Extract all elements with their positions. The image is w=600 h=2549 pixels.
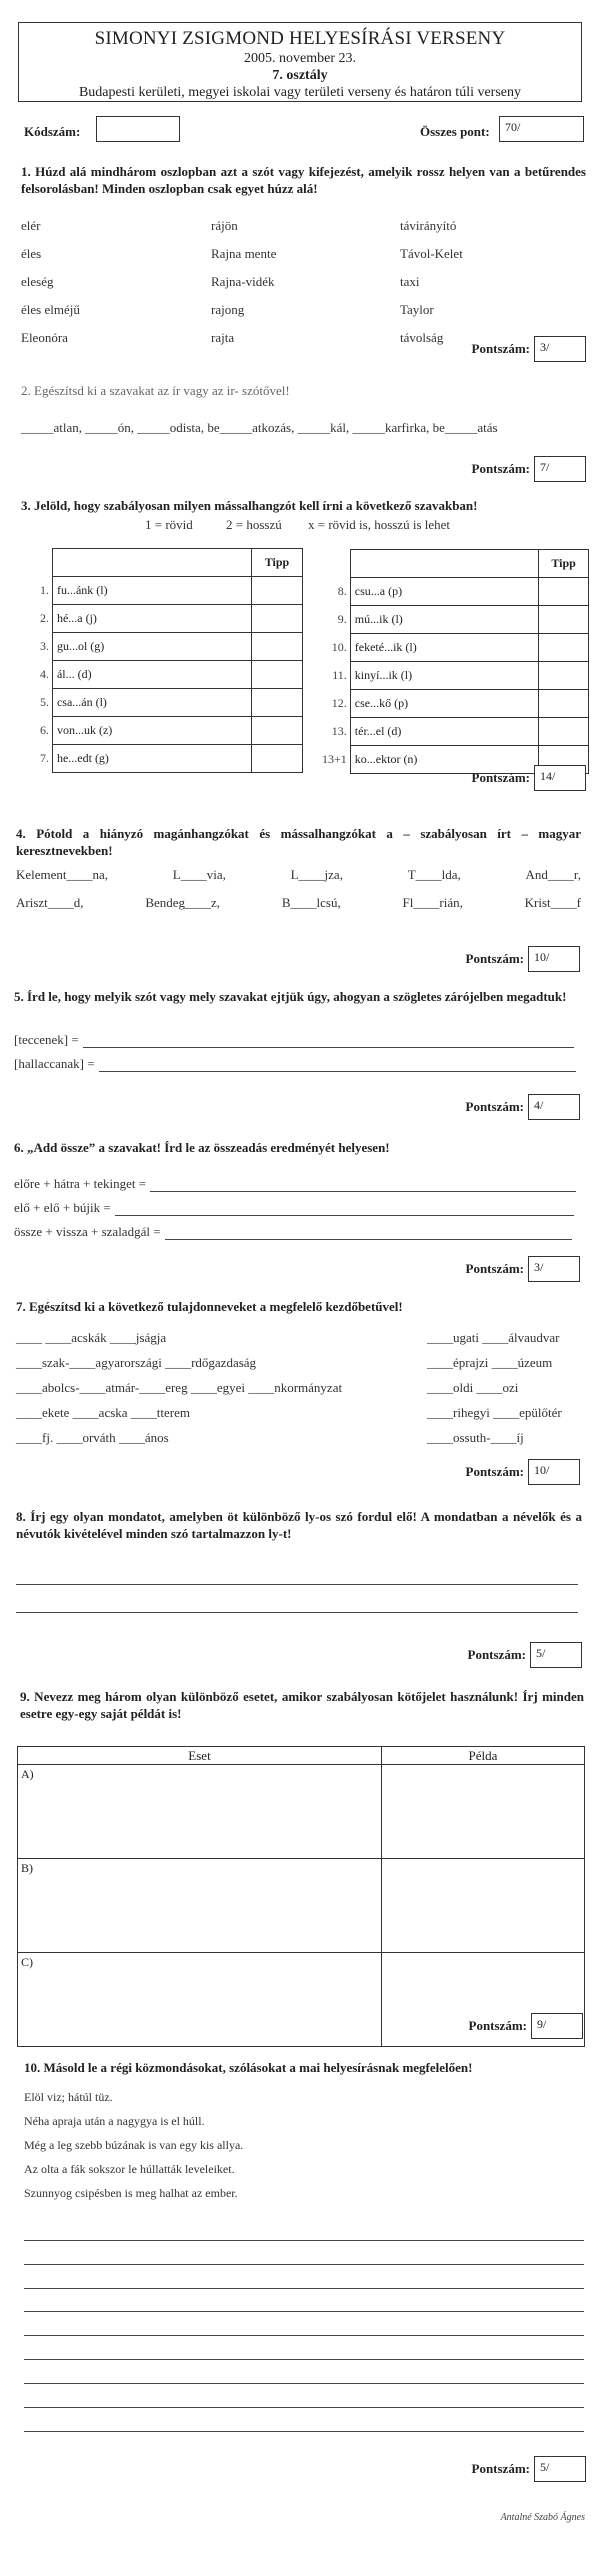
q6-prompt: össze + vissza + szaladgál = — [14, 1224, 161, 1239]
q3-word: fu...ánk (l) — [52, 577, 251, 605]
q5-row-1 — [14, 1032, 574, 1048]
q7-item[interactable]: ____ekete ____acska ____tterem — [16, 1405, 190, 1420]
tipp-cell[interactable] — [539, 578, 589, 606]
q6-score-field[interactable]: 3/ — [528, 1256, 580, 1282]
q6-prompt: elő + elő + bújik = — [14, 1200, 111, 1215]
q1-score — [472, 336, 587, 362]
q1-word[interactable]: Rajna mente — [211, 246, 277, 261]
q3-word: csu...a (p) — [350, 578, 538, 606]
row-number: 6. — [39, 723, 49, 737]
exam-subtitle: Budapesti kerületi, megyei iskolai vagy területi verseny és határon túli verseny — [78, 85, 522, 100]
q3-word: csa...án (l) — [52, 689, 251, 717]
q7-item[interactable]: ____rihegyi ____epülőtér — [427, 1405, 562, 1420]
q5-prompt: [teccenek] = — [14, 1032, 79, 1047]
q3-legend-2: 2 = hosszú — [226, 517, 282, 532]
q7-item[interactable]: ____éprajzi ____úzeum — [427, 1355, 553, 1370]
tipp-cell[interactable] — [251, 605, 302, 633]
score-label: Pontszám: — [468, 2018, 527, 2033]
q1-column-2 — [211, 218, 276, 358]
q7-left-column — [16, 1330, 342, 1455]
q6-answer-line[interactable] — [150, 1178, 576, 1192]
q2-fill-items[interactable]: _____atlan, _____ón, _____odista, be_____atkozás, _____kál, _____karfirka, be_____atás — [21, 420, 498, 435]
q5-answer-line[interactable] — [83, 1034, 574, 1048]
total-row — [420, 124, 490, 140]
q2-score — [472, 456, 587, 482]
q7-right-column — [427, 1330, 562, 1455]
q1-column-1 — [21, 218, 80, 358]
q3-word: ál... (d) — [52, 661, 251, 689]
score-label: Pontszám: — [465, 951, 524, 966]
header-box — [18, 22, 582, 102]
q7-title: 7. Egészítsd ki a következő tulajdonneveket a megfelelő kezdőbetűvel! — [16, 1299, 403, 1314]
q3-table-right — [318, 549, 589, 774]
code-field[interactable] — [96, 116, 180, 142]
q4-name[interactable]: Krist____f — [524, 895, 581, 910]
q7-item[interactable]: ____ugati ____álvaudvar — [427, 1330, 560, 1345]
tipp-cell[interactable] — [251, 689, 302, 717]
q3-word: kinyí...ik (l) — [350, 662, 538, 690]
q9-table — [17, 1746, 585, 2047]
q7-item[interactable]: ____ ____acskák ____jságja — [16, 1330, 167, 1345]
q1-word[interactable]: rajong — [211, 302, 245, 317]
q5-score — [466, 1094, 581, 1120]
q3-score — [472, 765, 587, 791]
page-title: SIMONYI ZSIGMOND HELYESÍRÁSI VERSENY — [94, 28, 506, 49]
q6-row-1 — [14, 1176, 576, 1192]
q6-score — [466, 1256, 581, 1282]
q10-answer-line[interactable] — [24, 2383, 584, 2384]
q3-legend-3: x = rövid is, hosszú is lehet — [308, 517, 451, 532]
q3-legend-1: 1 = rövid — [145, 517, 193, 532]
tipp-cell[interactable] — [539, 690, 589, 718]
q8-score-field[interactable]: 5/ — [530, 1642, 582, 1668]
q9-eset-cell[interactable]: B) — [18, 1859, 382, 1953]
tipp-cell[interactable] — [539, 606, 589, 634]
row-number: 9. — [337, 612, 347, 626]
row-number: 1. — [39, 583, 49, 597]
q4-name[interactable]: Fl____rián, — [402, 895, 463, 910]
q7-item[interactable]: ____ossuth-____íj — [427, 1430, 524, 1445]
q10-score-field[interactable]: 5/ — [534, 2456, 586, 2482]
q1-word[interactable]: rajta — [211, 330, 235, 345]
q9-score — [469, 2013, 584, 2039]
q1-word[interactable]: taxi — [400, 274, 420, 289]
q1-score-field[interactable]: 3/ — [534, 336, 586, 362]
q4-name[interactable]: Ariszt____d, — [16, 895, 84, 910]
grade-label: 7. osztály — [272, 68, 328, 83]
row-number: 13. — [331, 724, 347, 738]
q4-name[interactable]: B____lcsú, — [281, 895, 341, 910]
q4-score-field[interactable]: 10/ — [528, 946, 580, 972]
score-label: Pontszám: — [471, 341, 530, 356]
q1-word[interactable]: Távol-Kelet — [400, 246, 463, 261]
q9-header-pelda: Példa — [382, 1747, 585, 1765]
q3-word: von...uk (z) — [52, 717, 251, 745]
score-label: Pontszám: — [471, 461, 530, 476]
q7-item[interactable]: ____oldi ____ozi — [427, 1380, 519, 1395]
q10-answer-line[interactable] — [24, 2311, 584, 2312]
q7-item[interactable]: ____szak-____agyarországi ____rdőgazdaság — [16, 1355, 257, 1370]
q4-name[interactable]: Kelement____na, — [16, 867, 109, 882]
score-label: Pontszám: — [465, 1261, 524, 1276]
proverb: Elöl viz; hátúl tüz. — [24, 2090, 113, 2104]
row-number: 11. — [332, 668, 347, 682]
q6-title: 6. „Add össze” a szavakat! Írd le az összeadás eredményét helyesen! — [14, 1140, 390, 1155]
q1-word[interactable]: Taylor — [400, 302, 434, 317]
q4-title: 4. Pótold a hiányzó magánhangzókat és mássalhangzókat a – szabályosan írt – magyar keresztnevekben! — [16, 826, 581, 858]
q6-answer-line[interactable] — [165, 1226, 572, 1240]
row-number: 3. — [39, 639, 49, 653]
tipp-cell[interactable] — [251, 745, 302, 773]
q1-word[interactable]: éles — [21, 246, 42, 261]
q3-word: tér...el (d) — [350, 718, 538, 746]
q1-word[interactable]: eleség — [21, 274, 54, 289]
q3-score-field[interactable]: 14/ — [534, 765, 586, 791]
q2-score-field[interactable]: 7/ — [534, 456, 586, 482]
q3-word: feketé...ik (l) — [350, 634, 538, 662]
q1-word[interactable]: távolság — [400, 330, 444, 345]
row-number: 5. — [39, 695, 49, 709]
q10-answer-line[interactable] — [24, 2288, 584, 2289]
row-number: 2. — [39, 611, 49, 625]
row-number: 10. — [331, 640, 347, 654]
tipp-cell[interactable] — [539, 718, 589, 746]
q3-table-left — [30, 548, 303, 773]
q1-title: 1. Húzd alá mindhárom oszlopban azt a szót vagy kifejezést, amelyik rossz helyen van a betűrendes felsorolásban! Minden oszlopban csak egyet húzz alá! — [21, 164, 586, 196]
q9-pelda-cell[interactable] — [382, 1859, 585, 1953]
score-label: Pontszám: — [467, 1647, 526, 1662]
score-label: Pontszám: — [471, 2461, 530, 2476]
q4-name[interactable]: Bendeg____z, — [145, 895, 221, 910]
q4-name[interactable]: L____via, — [172, 867, 226, 882]
exam-date: 2005. november 23. — [244, 51, 356, 66]
q5-answer-line[interactable] — [99, 1058, 576, 1072]
q9-pelda-cell[interactable] — [382, 1765, 585, 1859]
q9-score-field[interactable]: 9/ — [531, 2013, 583, 2039]
q10-title: 10. Másold le a régi közmondásokat, szólásokat a mai helyesírásnak megfelelően! — [24, 2060, 473, 2075]
q10-answer-line[interactable] — [24, 2335, 584, 2336]
q10-answer-line[interactable] — [24, 2264, 584, 2265]
q6-row-3 — [14, 1224, 572, 1240]
code-label: Kódszám: — [24, 124, 81, 139]
q10-answer-line[interactable] — [24, 2240, 584, 2241]
q1-word[interactable]: Eleonóra — [21, 330, 68, 345]
score-label: Pontszám: — [471, 770, 530, 785]
row-number: 8. — [337, 584, 347, 598]
q7-item[interactable]: ____abolcs-____atmár-____ereg ____egyei ____nkormányzat — [16, 1380, 343, 1395]
q9-eset-cell[interactable]: C) — [18, 1953, 382, 2047]
q2-title: 2. Egészítsd ki a szavakat az ír vagy az ir- szótővel! — [21, 383, 290, 398]
proverb: Néha apraja után a nagygya is el húll. — [24, 2114, 205, 2128]
q8-answer-line[interactable] — [16, 1584, 578, 1585]
q8-title: 8. Írj egy olyan mondatot, amelyben öt különböző ly-os szó fordul elő! A mondatban a névelők és a névutók kivételével minden szó tartalmazzon ly-t! — [16, 1509, 582, 1541]
tipp-cell[interactable] — [251, 661, 302, 689]
q7-score — [466, 1459, 581, 1485]
tipp-header: Tipp — [539, 550, 589, 578]
q3-word: cse...kő (p) — [350, 690, 538, 718]
tipp-cell[interactable] — [539, 634, 589, 662]
q1-word[interactable]: távirányító — [400, 218, 457, 233]
q3-word: he...edt (g) — [52, 745, 251, 773]
q3-word: mú...ik (l) — [350, 606, 538, 634]
code-row — [24, 124, 80, 140]
tipp-cell[interactable] — [251, 717, 302, 745]
tipp-cell[interactable] — [539, 662, 589, 690]
q4-name[interactable]: T____lda, — [407, 867, 461, 882]
q5-title: 5. Írd le, hogy melyik szót vagy mely szavakat ejtjük úgy, ahogyan a szögletes zárójelben megadtuk! — [14, 989, 567, 1004]
q3-word: hé...a (j) — [52, 605, 251, 633]
q5-prompt: [hallaccanak] = — [14, 1056, 95, 1071]
proverb: Az olta a fák sokszor le húllatták leveleiket. — [24, 2162, 235, 2176]
q10-answer-line[interactable] — [24, 2407, 584, 2408]
q10-answer-line[interactable] — [24, 2359, 584, 2360]
q10-proverbs — [24, 2090, 243, 2210]
row-number: 4. — [39, 667, 49, 681]
q1-word[interactable]: éles elméjű — [21, 302, 80, 317]
q1-word[interactable]: elér — [21, 218, 41, 233]
q10-score — [472, 2456, 587, 2482]
q9-title: 9. Nevezz meg három olyan különböző esetet, amikor szabályosan kötőjelet használunk! Írj minden esetre egy-egy saját példát is! — [20, 1689, 584, 1721]
tipp-cell[interactable] — [251, 633, 302, 661]
q3-word: gu...ol (g) — [52, 633, 251, 661]
q7-item[interactable]: ____fj. ____orváth ____ános — [16, 1430, 169, 1445]
q8-score — [468, 1642, 583, 1668]
score-label: Pontszám: — [465, 1464, 524, 1479]
total-label: Összes pont: — [420, 124, 490, 139]
q4-row-1 — [16, 867, 581, 883]
row-number: 7. — [39, 751, 49, 765]
q1-word[interactable]: rájön — [211, 218, 238, 233]
proverb: Szunnyog csipésben is meg halhat az ember. — [24, 2186, 238, 2200]
q4-row-2 — [16, 895, 581, 911]
q8-answer-line[interactable] — [16, 1612, 578, 1613]
tipp-cell[interactable] — [251, 577, 302, 605]
q9-eset-cell[interactable]: A) — [18, 1765, 382, 1859]
q4-name[interactable]: L____jza, — [290, 867, 343, 882]
tipp-header: Tipp — [251, 549, 302, 577]
q6-answer-line[interactable] — [115, 1202, 574, 1216]
q4-name[interactable]: And____r, — [525, 867, 581, 882]
q1-word[interactable]: Rajna-vidék — [211, 274, 275, 289]
total-score-field[interactable]: 70/ — [499, 116, 584, 142]
q9-header-eset: Eset — [18, 1747, 382, 1765]
q3-word: ko...ektor (n) — [350, 746, 538, 774]
proverb: Még a leg szebb búzának is van egy kis allya. — [24, 2138, 244, 2152]
q5-row-2 — [14, 1056, 576, 1072]
q4-score — [466, 946, 581, 972]
row-number: 13+1 — [322, 752, 347, 766]
q5-score-field[interactable]: 4/ — [528, 1094, 580, 1120]
q1-column-3 — [400, 218, 463, 358]
q3-title: 3. Jelöld, hogy szabályosan milyen mássalhangzót kell írni a következő szavakban! — [21, 498, 478, 513]
q6-prompt: előre + hátra + tekinget = — [14, 1176, 147, 1191]
q7-score-field[interactable]: 10/ — [528, 1459, 580, 1485]
q6-row-2 — [14, 1200, 574, 1216]
score-label: Pontszám: — [465, 1099, 524, 1114]
row-number: 12. — [331, 696, 347, 710]
q10-answer-line[interactable] — [24, 2431, 584, 2432]
author-signature: Antalné Szabó Ágnes — [500, 2512, 585, 2523]
